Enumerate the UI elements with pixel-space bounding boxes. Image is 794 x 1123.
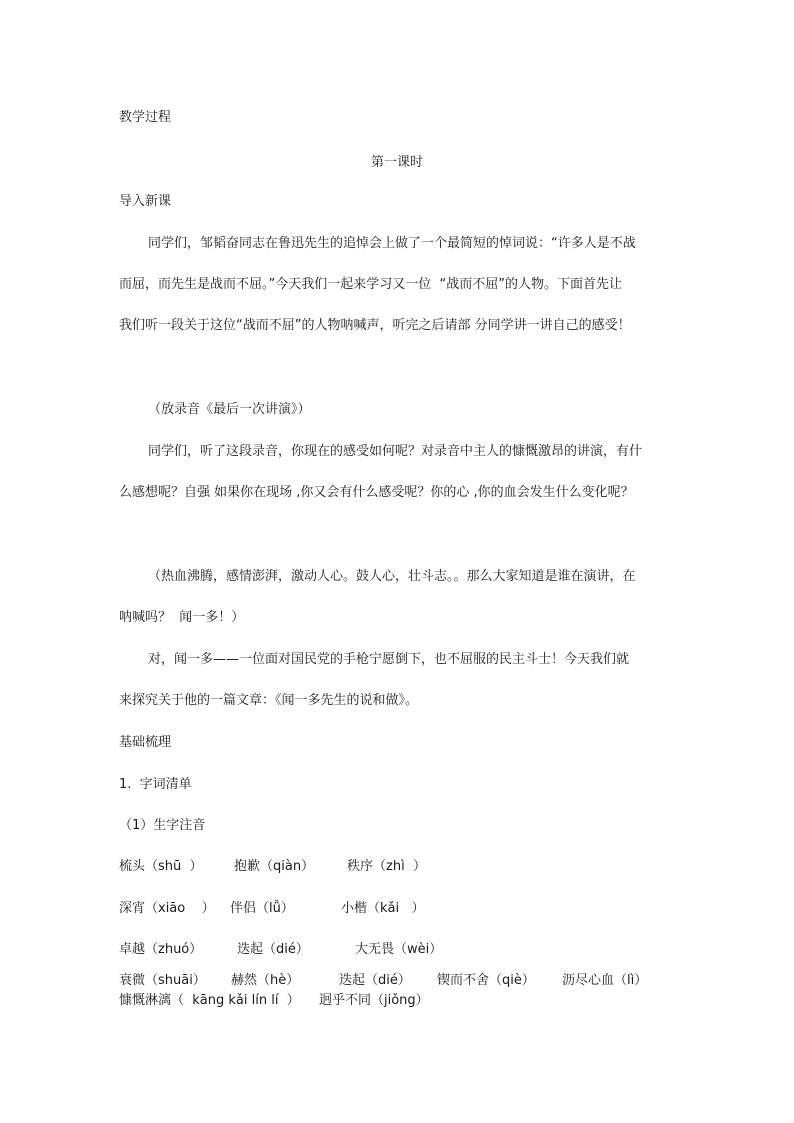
paragraph-line: 来探究关于他的一篇文章：《闻一多先生的说和做》。 [119,693,419,708]
vocab-item: 卓越（zhuó） [119,942,203,957]
paragraph-line: 对，闻一多——一位面对国民党的手枪宁愿倒下，也不屈服的民主斗士！今天我们就 [148,652,630,667]
vocab-item: 抱歉（qiàn） [234,859,315,874]
vocab-row [119,992,429,1064]
paragraph-line: 么感想呢？自强 如果你在现场 ,你又会有什么感受呢？你的心 ,你的血会发生什么变化呢？ [119,485,634,500]
paragraph-line: 同学们，听了这段录音，你现在的感受如何呢？对录音中主人的慷慨激昂的讲演，有什 [148,444,643,459]
heading-introduction: 导入新课 [119,194,172,209]
vocab-item: 大无畏（wèi） [355,942,443,957]
vocab-item: 慷慨淋漓（ kāng kǎi lín lí ） [119,993,300,1008]
vocab-item: 迥乎不同（jiǒng） [319,993,429,1008]
vocab-item: 伴侣（lǚ） [230,901,294,916]
vocab-item: 深宵（xiāo ） [119,901,215,916]
heading-word-list: 1. 字词清单 [119,777,192,792]
vocab-item: 迭起（dié） [339,973,411,988]
paragraph-line: 同学们，邹韬奋同志在鲁迅先生的追悼会上做了一个最简短的悼词说：“许多人是不战 [148,236,636,251]
vocab-item: 锲而不舍（qiè） [437,973,535,988]
paragraph-line: 而屈，而先生是战而不屈。”今天我们一起来学习又一位 “战而不屈”的人物。下面首先让 [119,277,622,292]
paragraph-line: （热血沸腾，感情澎湃，激动人心。鼓人心，壮斗志。。那么大家知道是谁在演讲，在 [148,569,636,584]
paragraph-line: 呐喊吗？ 闻一多！） [119,610,245,625]
vocab-item: 迭起（dié） [237,942,309,957]
heading-phonetics: （1）生字注音 [119,818,206,833]
heading-first-lesson: 第一课时 [370,155,423,170]
vocab-item: 赫然（hè） [231,973,300,988]
paragraph-line: 我们听一段关于这位“战而不屈”的人物呐喊声，听完之后请部 分同学讲一讲自己的感受！ [119,318,631,333]
heading-basics: 基础梳理 [119,735,172,750]
vocab-item: 秩序（zhì ） [347,859,426,874]
vocab-item: 沥尽心血（lì） [562,973,648,988]
vocab-item: 小楷（kǎi ） [341,901,425,916]
heading-teaching-process: 教学过程 [119,110,172,125]
recording-note: （放录音《最后一次讲演》） [148,402,311,417]
vocab-item: 衰微（shuāi） [119,973,206,988]
vocab-item: 梳头（shū ） [119,859,203,874]
